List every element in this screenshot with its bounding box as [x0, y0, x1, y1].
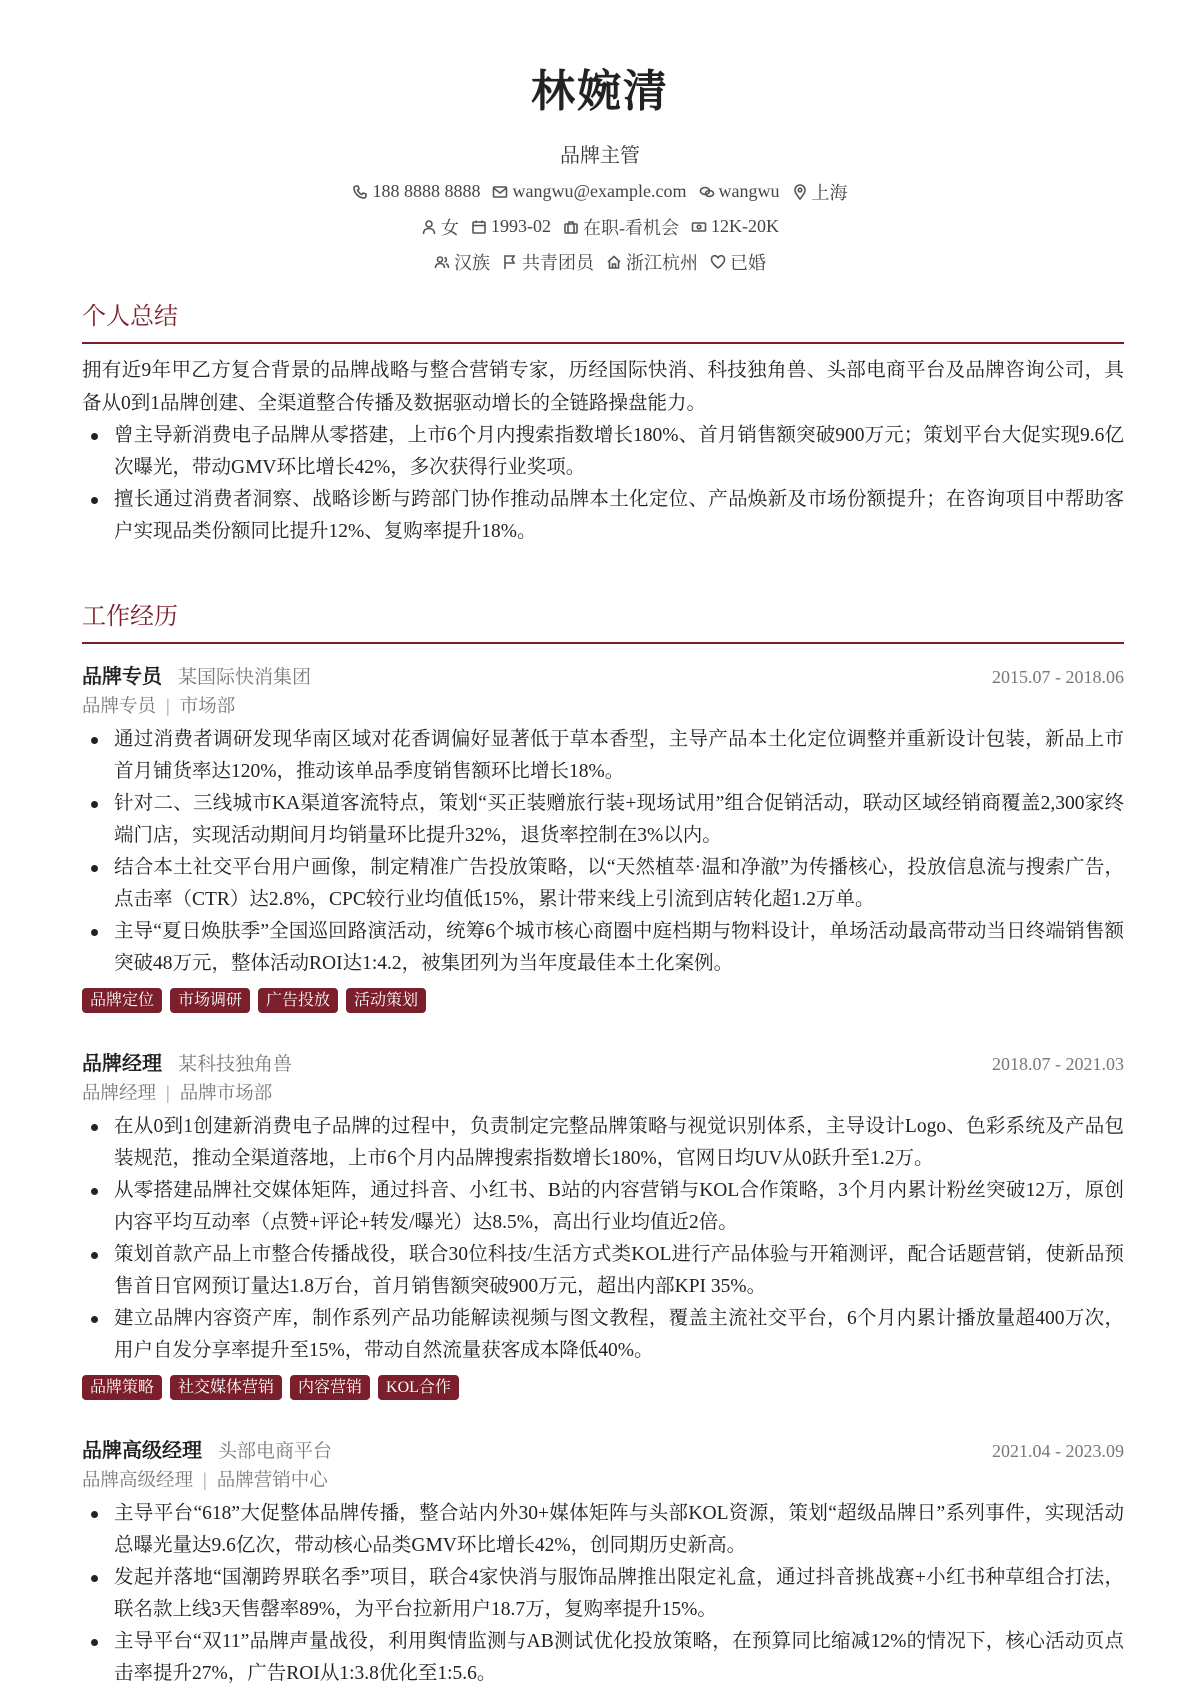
- phone-icon: [352, 184, 368, 200]
- job-department: 品牌营销中心: [216, 1471, 328, 1491]
- job-position: 品牌高级经理: [82, 1440, 202, 1462]
- wechat-icon: [699, 184, 715, 200]
- job-title: 品牌主管: [560, 145, 640, 167]
- list-item: 从零搭建品牌社交媒体矩阵，通过抖音、小红书、B站的内容营销与KOL合作策略，3个月内累计粉丝突破12万，原创内容平均互动率（点赞+评论+转发/曝光）达8.5%，高出行业均值近2倍。: [82, 1175, 1124, 1239]
- job-entry: [82, 1434, 1124, 1690]
- phone-text: 188 8888 8888: [372, 181, 481, 201]
- job-bullets: [82, 1111, 1124, 1367]
- separator: |: [203, 1471, 207, 1491]
- list-item: 擅长通过消费者洞察、战略诊断与跨部门协作推动品牌本土化定位、产品焕新及市场份额提升；在咨询项目中帮助客户实现品类份额同比提升12%、复购率提升18%。: [82, 484, 1124, 548]
- salary-text: 12K-20K: [711, 216, 779, 236]
- job-position: 品牌经理: [82, 1053, 162, 1075]
- job-role-line: [82, 692, 1124, 724]
- hometown-item: [606, 249, 698, 275]
- experience-section: [82, 600, 1124, 644]
- job-entry: [82, 1047, 1124, 1400]
- job-role: 品牌经理: [82, 1084, 157, 1104]
- skill-tags: [82, 988, 1124, 1013]
- political-text: 共青团员: [522, 252, 594, 273]
- job-bullets: [82, 724, 1124, 980]
- job-role: 品牌专员: [82, 697, 157, 717]
- wechat-text: wangwu: [718, 181, 780, 201]
- mail-icon: [492, 184, 508, 200]
- job-entry: [82, 660, 1124, 1013]
- job-header: [82, 1047, 1124, 1079]
- skill-tag: 广告投放: [258, 988, 338, 1013]
- contact-row: [0, 178, 1200, 205]
- list-item: 策划首款产品上市整合传播战役，联合30位科技/生活方式类KOL进行产品体验与开箱测评，配合话题营销，使新品预售首日官网预订量达1.8万台，首月销售额突破900万元，超出内部KPI 35%。: [82, 1239, 1124, 1303]
- marital-item: [710, 249, 766, 275]
- person-icon: [421, 219, 437, 235]
- political-item: [502, 249, 594, 275]
- skill-tags: [82, 1375, 1124, 1400]
- calendar-icon: [471, 219, 487, 235]
- skill-tag: KOL合作: [378, 1375, 459, 1400]
- job-role-line: [82, 1079, 1124, 1111]
- hometown-text: 浙江杭州: [626, 252, 698, 273]
- job-header: [82, 660, 1124, 692]
- birth-text: 1993-02: [491, 216, 551, 236]
- ethnicity-text: 汉族: [454, 252, 490, 273]
- separator: |: [166, 1084, 170, 1104]
- list-item: 主导“夏日焕肤季”全国巡回路演活动，统筹6个城市核心商圈中庭档期与物料设计，单场活动最高带动当日终端销售额突破48万元，整体活动ROI达1:4.2，被集团列为当年度最佳本土化案例。: [82, 916, 1124, 980]
- job-company: 某国际快消集团: [178, 667, 312, 688]
- job-department: 市场部: [179, 697, 236, 717]
- skill-tag: 内容营销: [290, 1375, 370, 1400]
- skill-tag: 品牌定位: [82, 988, 162, 1013]
- summary-bullets: [82, 420, 1124, 548]
- birth-item: [471, 216, 551, 237]
- job-dates: 2018.07 - 2021.03: [992, 1054, 1124, 1074]
- list-item: 结合本土社交平台用户画像，制定精准广告投放策略，以“天然植萃·温和净澈”为传播核心，投放信息流与搜索广告，点击率（CTR）达2.8%，CPC较行业均值低15%，累计带来线上引流到店转化超1.2万单。: [82, 852, 1124, 916]
- job-header: [82, 1434, 1124, 1466]
- email-item: [492, 181, 686, 202]
- summary-title: 个人总结: [82, 304, 178, 330]
- summary-intro: 拥有近9年甲乙方复合背景的品牌战略与整合营销专家，历经国际快消、科技独角兽、头部电商平台及品牌咨询公司，具备从0到1品牌创建、全渠道整合传播及数据驱动增长的全链路操盘能力。: [82, 360, 1124, 414]
- experience-title: 工作经历: [82, 604, 178, 630]
- heart-icon: [710, 254, 726, 270]
- list-item: 发起并落地“国潮跨界联名季”项目，联合4家快消与服饰品牌推出限定礼盒，通过抖音挑战赛+小红书种草组合打法，联名款上线3天售罄率89%，为平台拉新用户18.7万，复购率提升15%。: [82, 1562, 1124, 1626]
- separator: |: [166, 697, 170, 717]
- skill-tag: 活动策划: [346, 988, 426, 1013]
- list-item: 通过消费者调研发现华南区域对花香调偏好显著低于草本香型，主导产品本土化定位调整并重新设计包装，新品上市首月铺货率达120%，推动该单品季度销售额环比增长18%。: [82, 724, 1124, 788]
- job-dates: 2021.04 - 2023.09: [992, 1441, 1124, 1461]
- job-dates: 2015.07 - 2018.06: [992, 667, 1124, 687]
- wechat-item: [699, 181, 780, 202]
- list-item: 主导平台“双11”品牌声量战役，利用舆情监测与AB测试优化投放策略，在预算同比缩减12%的情况下，核心活动页点击率提升27%，广告ROI从1:3.8优化至1:5.6。: [82, 1626, 1124, 1690]
- group-icon: [434, 254, 450, 270]
- list-item: 主导平台“618”大促整体品牌传播，整合站内外30+媒体矩阵与头部KOL资源，策划“超级品牌日”系列事件，实现活动总曝光量达9.6亿次，带动核心品类GMV环比增长42%，创同期历史新高。: [82, 1498, 1124, 1562]
- location-pin-icon: [792, 184, 808, 200]
- marital-text: 已婚: [730, 252, 766, 273]
- resume-header: [0, 0, 1200, 275]
- job-position: 品牌专员: [82, 666, 162, 688]
- flag-icon: [502, 254, 518, 270]
- job-company: 头部电商平台: [218, 1441, 333, 1462]
- job-company: 某科技独角兽: [178, 1054, 293, 1075]
- phone-item: [352, 181, 480, 202]
- candidate-name: 林婉清: [531, 67, 669, 116]
- summary-divider: [82, 342, 1124, 344]
- list-item: 建立品牌内容资产库，制作系列产品功能解读视频与图文教程，覆盖主流社交平台，6个月内累计播放量超400万次，用户自发分享率提升至15%，带动自然流量获客成本降低40%。: [82, 1303, 1124, 1367]
- location-item: [792, 179, 848, 205]
- home-icon: [606, 254, 622, 270]
- location-text: 上海: [811, 182, 848, 203]
- summary-section: [82, 300, 1124, 548]
- experience-divider: [82, 642, 1124, 644]
- list-item: 在从0到1创建新消费电子品牌的过程中，负责制定完整品牌策略与视觉识别体系，主导设计Logo、色彩系统及产品包装规范，推动全渠道落地，上市6个月内品牌搜索指数增长180%，官网日均UV从0跃升至1.2万。: [82, 1111, 1124, 1175]
- money-icon: [691, 219, 707, 235]
- skill-tag: 市场调研: [170, 988, 250, 1013]
- job-role: 品牌高级经理: [82, 1471, 194, 1491]
- skill-tag: 品牌策略: [82, 1375, 162, 1400]
- job-department: 品牌市场部: [179, 1084, 273, 1104]
- list-item: 针对二、三线城市KA渠道客流特点，策划“买正装赠旅行装+现场试用”组合促销活动，联动区域经销商覆盖2,300家终端门店，实现活动期间月均销量环比提升32%，退货率控制在3%以内。: [82, 788, 1124, 852]
- status-text: 在职-看机会: [583, 217, 679, 238]
- list-item: 曾主导新消费电子品牌从零搭建，上市6个月内搜索指数增长180%、首月销售额突破900万元；策划平台大促实现9.6亿次曝光，带动GMV环比增长42%，多次获得行业奖项。: [82, 420, 1124, 484]
- gender-text: 女: [441, 217, 459, 238]
- status-item: [563, 214, 679, 240]
- personal-row: [0, 213, 1200, 240]
- gender-item: [421, 214, 459, 240]
- background-row: [0, 248, 1200, 275]
- briefcase-icon: [563, 219, 579, 235]
- job-bullets: [82, 1498, 1124, 1690]
- job-role-line: [82, 1466, 1124, 1498]
- ethnicity-item: [434, 249, 490, 275]
- email-text: wangwu@example.com: [512, 181, 687, 201]
- skill-tag: 社交媒体营销: [170, 1375, 282, 1400]
- salary-item: [691, 216, 779, 237]
